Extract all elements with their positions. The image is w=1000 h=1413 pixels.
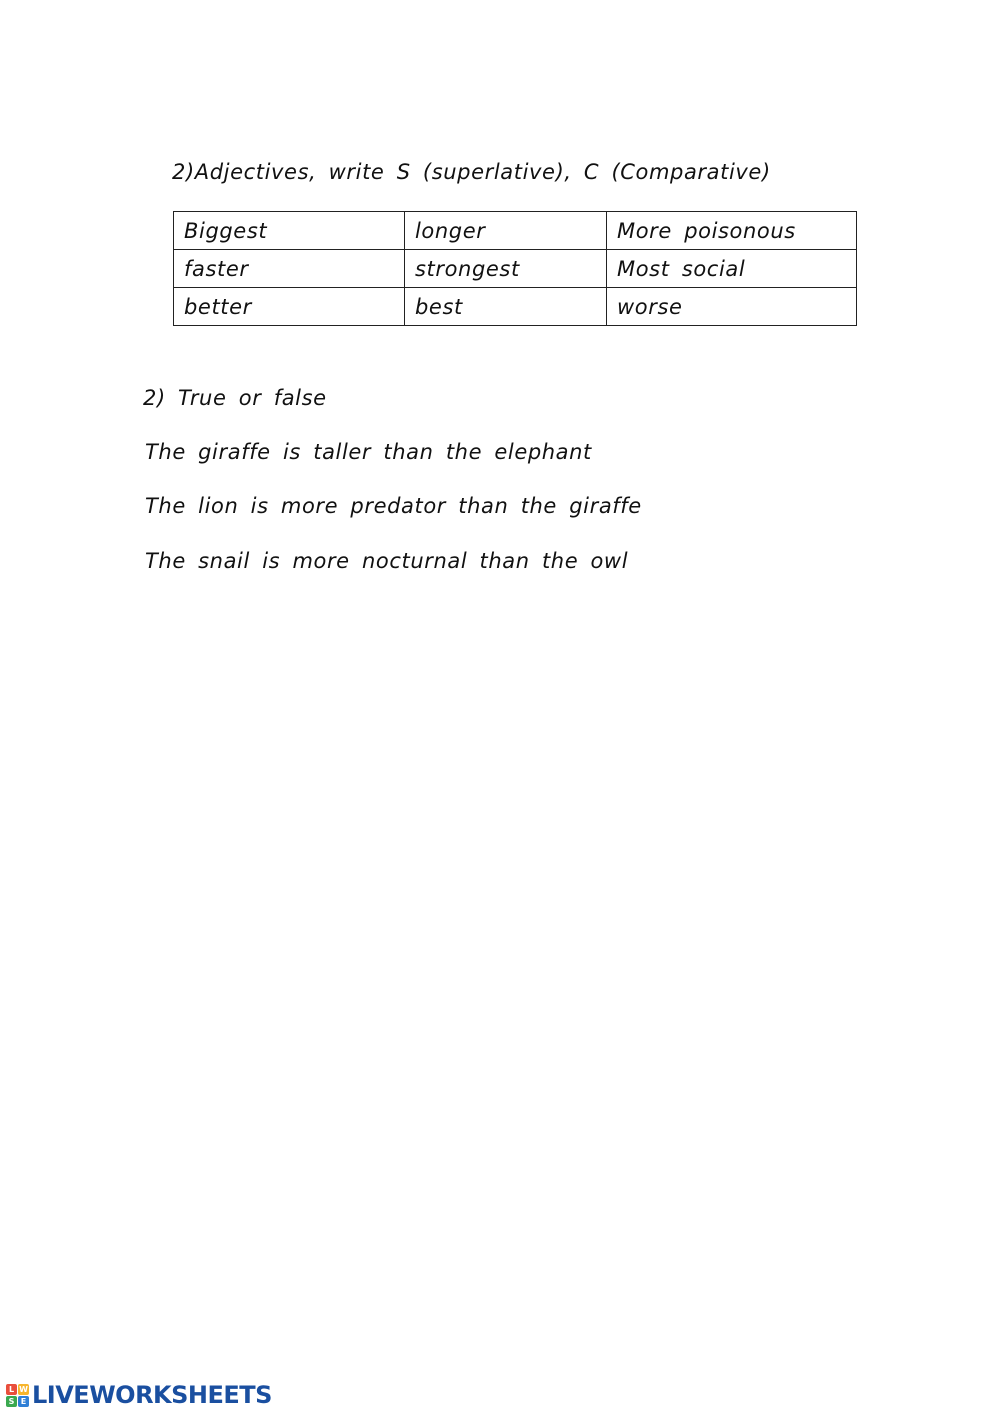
table-cell: More poisonous [607,212,857,250]
table-row [174,212,857,250]
table-cell: better [174,288,405,326]
adjectives-table [173,211,857,326]
liveworksheets-logo [6,1381,272,1409]
section-2-title: 2) True or false [143,386,327,410]
logo-block: W [19,1384,28,1394]
table-cell: faster [174,250,405,288]
section-1-title: 2)Adjectives, write S (superlative), C (Comparative) [172,160,771,184]
table-row [174,288,857,326]
table-row [174,250,857,288]
table-cell: worse [607,288,857,326]
table-cell: Most social [607,250,857,288]
table-cell: strongest [405,250,607,288]
logo-block: E [18,1396,29,1407]
liveworksheets-logo-icon [6,1384,29,1407]
logo-text: LIVEWORKSHEETS [32,1381,272,1409]
statement-lion-giraffe: The lion is more predator than the giraffe [145,494,642,518]
table-cell: longer [405,212,607,250]
table-cell: best [405,288,607,326]
logo-block: S [6,1396,17,1407]
statement-snail-owl: The snail is more nocturnal than the owl [145,549,629,573]
statement-giraffe-elephant: The giraffe is taller than the elephant [145,440,592,464]
table-cell: Biggest [174,212,405,250]
logo-block: L [6,1384,17,1395]
